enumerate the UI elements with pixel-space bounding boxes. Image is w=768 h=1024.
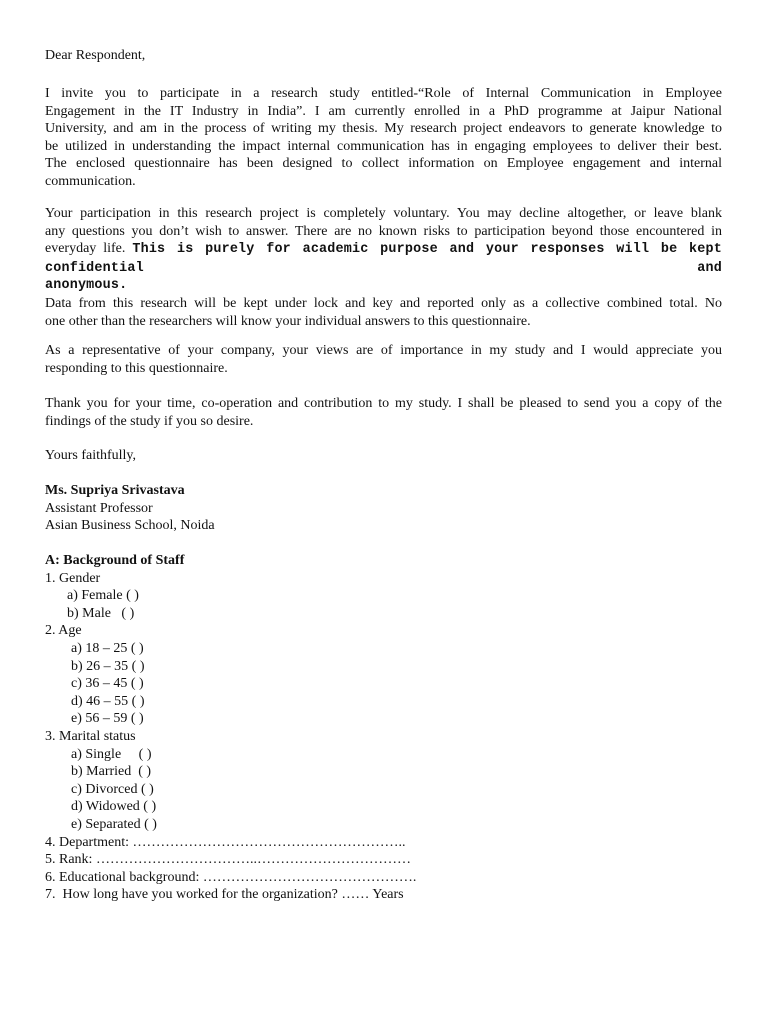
participation-paragraph: [45, 205, 722, 295]
participation-plain-text: everyday life.: [45, 241, 133, 257]
data-privacy-paragraph: [45, 295, 722, 330]
option-married[interactable]: b) Married ( ): [71, 764, 152, 780]
signatory-name: Ms. Supriya Srivastava: [45, 483, 185, 498]
question-age: 2. Age: [45, 623, 82, 639]
privacy-line: one other than the researchers will know your individual answers to this questionnaire.: [45, 313, 531, 329]
option-separated[interactable]: e) Separated ( ): [71, 816, 157, 832]
option-male[interactable]: b) Male ( ): [67, 605, 135, 621]
question-marital-status: 3. Marital status: [45, 728, 136, 744]
signatory-organization: Asian Business School, Noida: [45, 518, 215, 534]
option-age-46-55[interactable]: d) 46 – 55 ( ): [71, 693, 145, 709]
question-rank[interactable]: 5. Rank: ……………………………..……………………………: [45, 852, 411, 868]
salutation: Dear Respondent,: [45, 48, 146, 63]
option-divorced[interactable]: c) Divorced ( ): [71, 781, 154, 797]
question-department[interactable]: 4. Department: …………………………………………………..: [45, 834, 406, 850]
thanks-paragraph: [45, 395, 722, 430]
thanks-line: findings of the study if you so desire.: [45, 413, 254, 429]
option-age-56-59[interactable]: e) 56 – 59 ( ): [71, 711, 144, 727]
participation-line: [45, 240, 722, 277]
intro-line: The enclosed questionnaire has been designed to collect information on Employee engagement and internal: [45, 156, 722, 172]
question-educational-background[interactable]: 6. Educational background: ……………………………………….: [45, 869, 417, 885]
intro-line: be utilized in understanding the impact internal communication has in engaging employees to deliver their best.: [45, 138, 722, 154]
questionnaire-section-a: [45, 552, 722, 904]
participation-line: any questions you don’t wish to answer. There are no known risks to participation beyond those encountered in: [45, 223, 722, 239]
option-female[interactable]: a) Female ( ): [67, 588, 139, 604]
intro-line: I invite you to participate in a research study entitled-“Role of Internal Communication in Employee: [45, 86, 722, 101]
question-years-worked[interactable]: 7. How long have you worked for the organization? …… Years: [45, 887, 404, 903]
intro-line: communication.: [45, 173, 136, 189]
confidentiality-statement-end: anonymous.: [45, 278, 128, 294]
closing: Yours faithfully,: [45, 448, 137, 463]
representative-paragraph: [45, 342, 722, 377]
thanks-line: Thank you for your time, co-operation and contribution to my study. I shall be pleased to send you a copy of the: [45, 396, 722, 411]
confidentiality-statement: This is purely for academic purpose and your responses will be kept confidential and: [45, 242, 722, 276]
signatory-title: Assistant Professor: [45, 500, 153, 516]
option-age-36-45[interactable]: c) 36 – 45 ( ): [71, 676, 144, 692]
representative-line: responding to this questionnaire.: [45, 360, 228, 376]
privacy-line: Data from this research will be kept under lock and key and reported only as a collective combined total. No: [45, 296, 722, 311]
option-age-26-35[interactable]: b) 26 – 35 ( ): [71, 658, 145, 674]
signature-block: [45, 482, 722, 535]
intro-line: University, and am in the process of writing my thesis. My research project endeavors to generate knowledge to: [45, 121, 722, 137]
intro-paragraph: [45, 85, 722, 191]
question-gender: 1. Gender: [45, 570, 101, 586]
intro-line: Engagement in the IT Industry in India”. I am currently enrolled in a PhD programme at Jaipur National: [45, 103, 722, 119]
section-heading: A: Background of Staff: [45, 553, 185, 568]
option-age-18-25[interactable]: a) 18 – 25 ( ): [71, 640, 144, 656]
representative-line: As a representative of your company, your views are of importance in my study and I would appreciate you: [45, 343, 722, 358]
option-widowed[interactable]: d) Widowed ( ): [71, 799, 157, 815]
option-single[interactable]: a) Single ( ): [71, 746, 152, 762]
participation-line: Your participation in this research project is completely voluntary. You may decline altogether, or leave blank: [45, 206, 722, 221]
